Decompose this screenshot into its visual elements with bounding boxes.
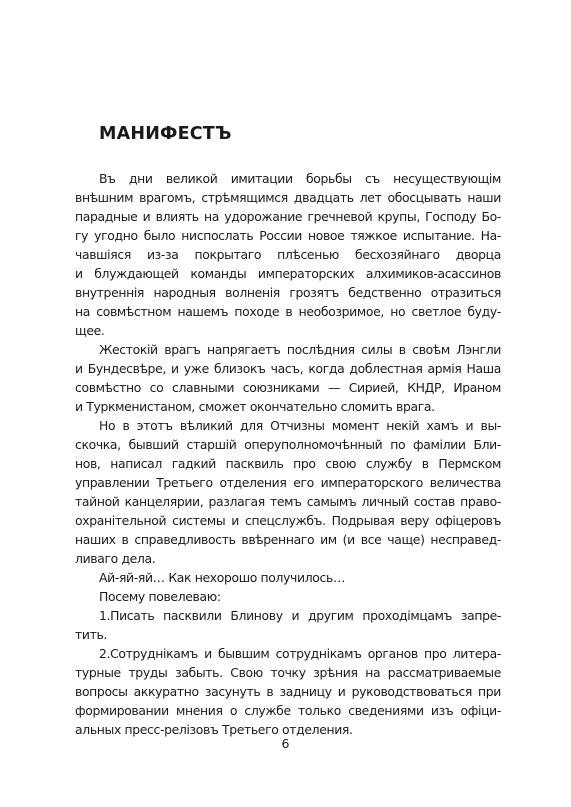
text-line: вопросы аккуратно засунуть в задницу и руководствоваться при: [75, 684, 501, 699]
text-line: внѣшним врагомъ, стрѣмящимся двадцать лет обосцывать наши: [75, 190, 501, 205]
text-line: тить.: [75, 627, 107, 642]
page-number: 6: [281, 736, 290, 751]
text-line: наших в справедливость ввѣреннаго им (и все чаще) несправед-: [75, 532, 501, 547]
page-title: МАНИФЕСТЪ: [99, 124, 232, 144]
text-line: совмѣстно со славными союзниками — Сирией, КНДР, Ираном: [75, 380, 501, 395]
text-line: на совмѣстном нашемъ походе в необозримое, но светлое буду-: [75, 304, 501, 319]
text-line: Жестокій врагъ напрягаетъ послѣдния силы в своѣм Лэнгли: [99, 342, 501, 357]
text-line: и Туркменистаном, сможет окончательно сломить врага.: [75, 399, 435, 414]
text-line: Въ дни великой имитации борьбы съ несуществующім: [99, 171, 501, 186]
text-line: Но в этотъ вѣликий для Отчизны момент некій хамъ и вы-: [99, 418, 501, 433]
text-line: парадные и влиять на удорожание гречневой крупы, Господу Бо-: [75, 209, 501, 224]
text-line: щее.: [75, 323, 105, 338]
text-line: Посему повелеваю:: [99, 589, 221, 604]
text-line: чавшіяся из-за покрытаго плѣсенью бесхозяйнаго дворца: [75, 247, 501, 262]
text-line: турные труды забыть. Свою точку зрѣния на рассматриваемые: [75, 665, 501, 680]
text-line: 2.Сотруднікамъ и бывшим сотруднікамъ органов про литера-: [99, 646, 501, 661]
text-line: и Бундесвѣре, и уже близокъ часъ, когда доблестная армія Наша: [75, 361, 501, 376]
text-line: 1.Писать пасквили Блинову и другим проходімцамъ запре-: [99, 608, 501, 623]
text-line: гу угодно было ниспослать России новое тяжкое испытание. На-: [75, 228, 501, 243]
text-line: управлении Третьего отделения его императорского величества: [75, 475, 501, 490]
text-line: альных пресс-релізовъ Третьего отделения.: [75, 722, 353, 737]
manifesto-body: [75, 169, 501, 739]
text-line: внутреннія народныя волненія грозятъ бедственно отразиться: [75, 285, 501, 300]
text-line: тайной канцелярии, разлагая темъ самымъ личный состав право-: [75, 494, 501, 509]
text-line: Ай-яй-яй… Как нехорошо получилось…: [99, 570, 345, 585]
text-line: и блуждающей команды императорских алхимиков-асассинов: [75, 266, 501, 281]
text-line: скочка, бывший старшій оперуполномочѣнный по фамілии Бли-: [75, 437, 501, 452]
text-line: ливаго дела.: [75, 551, 156, 566]
text-line: нов, написал гадкий пасквиль про свою службу в Пермском: [75, 456, 501, 471]
text-line: охранітельной системы и спецслужбъ. Подрывая веру офіцеровъ: [75, 513, 501, 528]
text-line: формировании мнения о службе только сведениями изъ офіци-: [75, 703, 501, 718]
